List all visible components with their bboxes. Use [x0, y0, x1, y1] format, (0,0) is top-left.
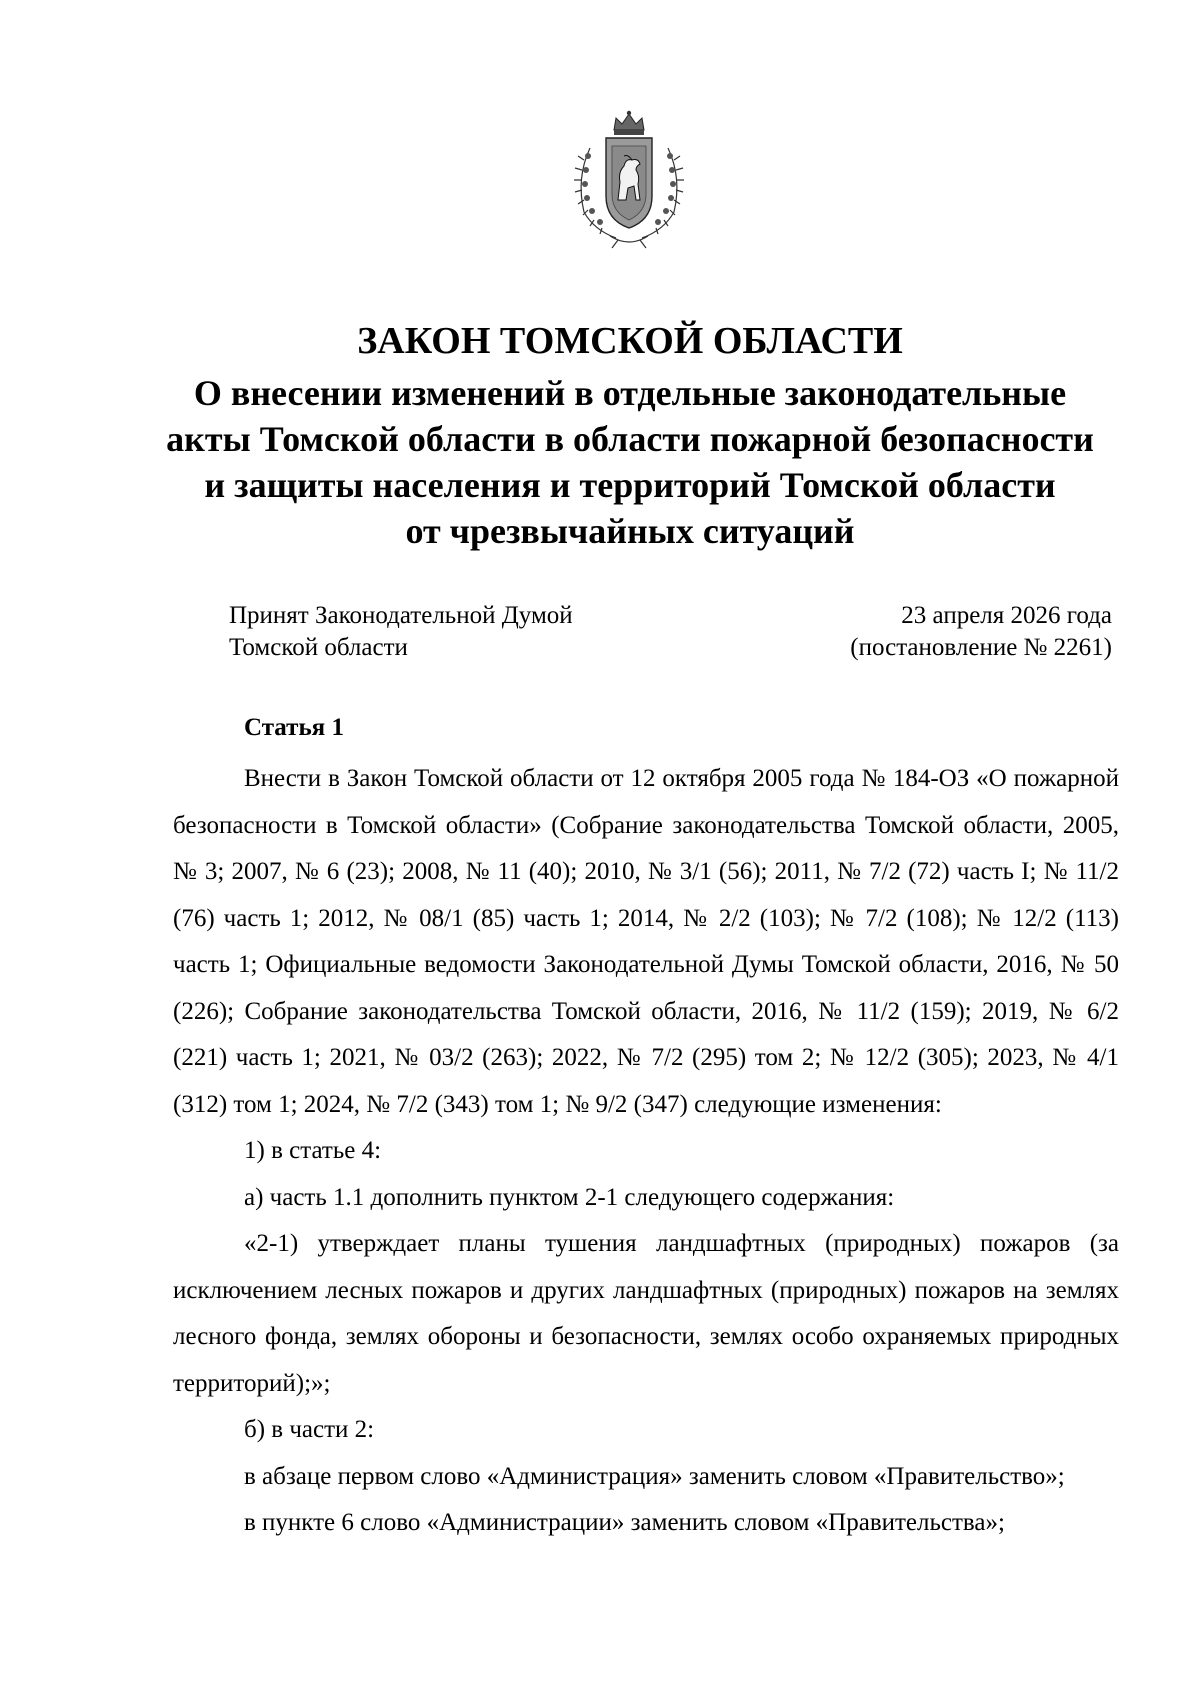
quoted-amendment: «2-1) утверждает планы тушения ландшафтных (природных) пожаров (за исключением лесных пожаров и других ландшафтных (природных) пожаров на землях лесного фонда, землях обороны и безопасности, землях особо охраняемых природных территорий);»;	[173, 1230, 1119, 1397]
list-item-1: 1) в статье 4:	[244, 1137, 382, 1164]
adoption-date-line: 23 апреля 2026 года	[901, 602, 1112, 629]
law-title: ЗАКОН ТОМСКОЙ ОБЛАСТИ	[357, 320, 903, 362]
title-block	[150, 318, 1110, 554]
article-intro-paragraph: Внести в Закон Томской области от 12 октября 2005 года № 184-ОЗ «О пожарной безопасности в Томской области» (Собрание законодательства Томской области, 2005, № 3; 2007, № 6 (23); 2008, № 11 (40); 2010, № 3/1 (56); 2011, № 7/2 (72) часть I; № 11/2 (76) часть 1; 2012, № 08/1 (85) часть 1; 2014, № 2/2 (103); № 7/2 (108); № 12/2 (113) часть 1; Официальные ведомости Законодательной Думы Томской области, 2016, № 50 (226); Собрание законодательства Томской области, 2016, № 11/2 (159); 2019, № 6/2 (221) часть 1; 2021, № 03/2 (263); 2022, № 7/2 (295) том 2; № 12/2 (305); 2023, № 4/1 (312) том 1; 2024, № 7/2 (343) том 1; № 9/2 (347) следующие изменения:	[173, 765, 1119, 1118]
article-heading: Статья 1	[244, 714, 344, 741]
adoption-body-line: Томской области	[229, 634, 408, 661]
subtitle-line: и защиты населения и территорий Томской области	[204, 465, 1056, 505]
list-item-a: а) часть 1.1 дополнить пунктом 2-1 следующего содержания:	[244, 1183, 895, 1211]
coat-of-arms-emblem	[570, 108, 688, 250]
subtitle-line: О внесении изменений в отдельные законодательные	[193, 373, 1067, 413]
adoption-body-line: Принят Законодательной Думой	[229, 602, 573, 629]
adoption-body	[229, 600, 573, 664]
adoption-date	[850, 600, 1112, 664]
list-item-b: б) в части 2:	[244, 1416, 375, 1443]
amendment-line: в пункте 6 слово «Администрации» заменить словом «Правительства»;	[244, 1509, 1005, 1536]
resolution-number: (постановление № 2261)	[850, 634, 1112, 661]
amendment-line: в абзаце первом слово «Администрация» заменить словом «Правительство»;	[244, 1462, 1065, 1490]
subtitle-line: от чрезвычайных ситуаций	[405, 511, 855, 551]
article-body	[173, 756, 1119, 1547]
law-subtitle	[150, 370, 1110, 554]
subtitle-line: акты Томской области в области пожарной безопасности	[166, 419, 1094, 459]
